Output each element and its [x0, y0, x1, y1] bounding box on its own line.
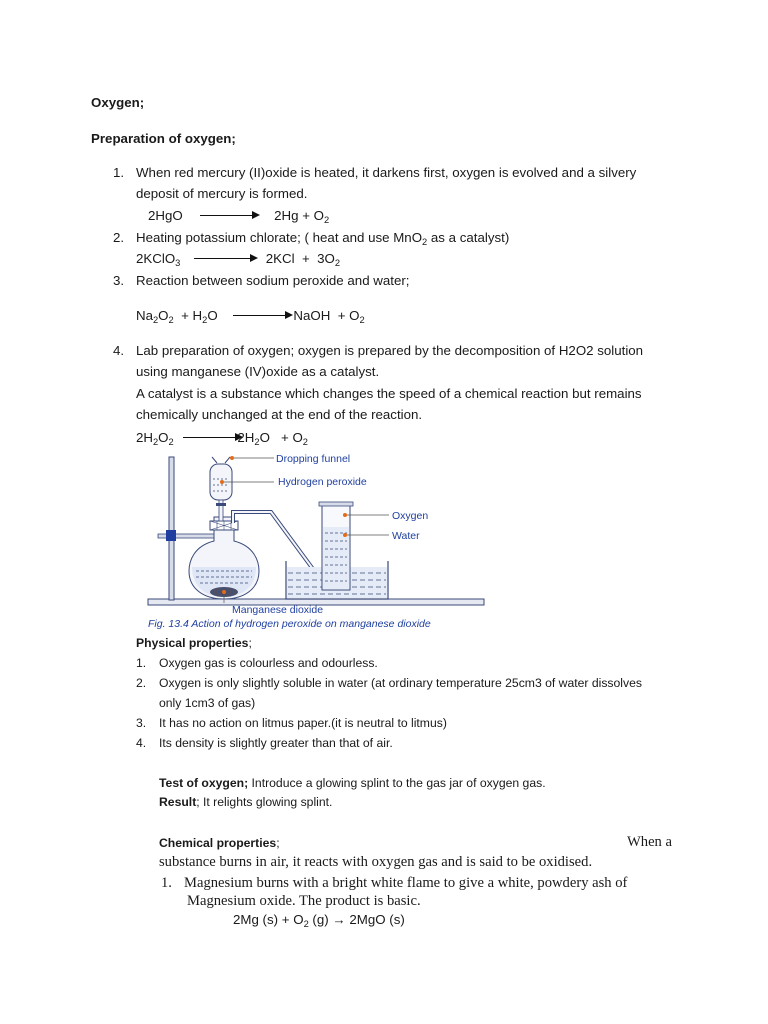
- heading-punct: ;: [248, 636, 252, 650]
- list-number: 4.: [113, 343, 125, 358]
- list-item-text: Lab preparation of oxygen; oxygen is prepared by the decomposition of H2O2 solution: [136, 343, 644, 358]
- test-text: Introduce a glowing splint to the gas jar of oxygen gas.: [248, 776, 546, 790]
- list-item-text: When red mercury (II)oxide is heated, it darkens first, oxygen is evolved and a silvery: [136, 165, 637, 180]
- label-oxygen: Oxygen: [392, 510, 429, 522]
- list-number: 3.: [136, 716, 147, 730]
- heading-punct: ;: [276, 836, 280, 850]
- leader-dot: [343, 513, 347, 517]
- equation-potassium-chlorate: 2KClO$_3$ $2KCl + 3O_2$: [136, 251, 341, 268]
- result-text: ; It relights glowing splint.: [196, 795, 333, 809]
- heading-text: Physical properties: [136, 636, 249, 650]
- list-number: 3.: [113, 273, 125, 288]
- heading-text: Chemical properties: [159, 836, 277, 850]
- section-heading-chemical: [159, 836, 280, 850]
- apparatus-diagram: [136, 449, 492, 632]
- section-heading-physical: [136, 636, 252, 650]
- list-item-text: Heating potassium chlorate; ( heat and use MnO$_2$ as a catalyst): [136, 230, 510, 247]
- list-item-text: It has no action on litmus paper.(it is neutral to litmus): [159, 716, 447, 730]
- list-number: 2.: [136, 676, 147, 690]
- list-number: 1.: [113, 165, 125, 180]
- list-number: 1.: [161, 875, 172, 891]
- list-item-text: Reaction between sodium peroxide and water;: [136, 273, 410, 288]
- test-label: Test of oxygen;: [159, 776, 249, 790]
- leader-dot: [220, 480, 224, 484]
- chemical-intro-line: substance burns in air, it reacts with oxygen gas and is said to be oxidised.: [159, 854, 593, 870]
- result-label: Result: [159, 795, 197, 809]
- list-item-text-part: as a catalyst): [427, 230, 510, 245]
- test-of-oxygen: [159, 776, 546, 790]
- leader-dot: [230, 456, 234, 460]
- clamp-boss: [166, 530, 176, 541]
- gas-jar-rim: [319, 502, 353, 506]
- chemical-intro-start: When a: [627, 834, 672, 850]
- label-water: Water: [392, 530, 420, 542]
- funnel-top: [212, 457, 230, 463]
- document-title: Oxygen;: [91, 95, 145, 110]
- equation-hydrogen-peroxide: $2H_2O_2$ $2H_2O + O_2$: [136, 430, 308, 447]
- list-item-text: Oxygen is only slightly soluble in water (at ordinary temperature 25cm3 of water dissolves: [159, 676, 642, 690]
- list-number: 4.: [136, 736, 147, 750]
- list-item-text: Oxygen gas is colourless and odourless.: [159, 656, 378, 670]
- list-number: 2.: [113, 230, 125, 245]
- equation-mercury-oxide: 2HgO $2Hg + O_2$: [148, 208, 330, 225]
- figure-caption: Fig. 13.4 Action of hydrogen peroxide on manganese dioxide: [148, 618, 431, 630]
- list-item-text: Magnesium burns with a bright white flame to give a white, powdery ash of: [184, 875, 628, 891]
- test-result: [159, 795, 332, 809]
- retort-stand: [169, 457, 174, 600]
- label-dropping-funnel: Dropping funnel: [276, 453, 351, 465]
- list-item-text: Its density is slightly greater than that of air.: [159, 736, 393, 750]
- equation-magnesium: 2Mg $(s) + O_2$ (g) → 2MgO (s): [233, 912, 405, 929]
- leader-dot: [343, 533, 347, 537]
- list-item-text: deposit of mercury is formed.: [136, 186, 308, 201]
- list-item-text: A catalyst is a substance which changes the speed of a chemical reaction but remains: [136, 386, 642, 401]
- label-manganese-dioxide: Manganese dioxide: [232, 604, 324, 616]
- list-item-text: Magnesium oxide. The product is basic.: [187, 893, 421, 909]
- list-item-text: using manganese (IV)oxide as a catalyst.: [136, 364, 380, 379]
- label-hydrogen-peroxide: Hydrogen peroxide: [278, 476, 367, 488]
- section-heading-preparation: Preparation of oxygen;: [91, 131, 236, 146]
- funnel-tap: [216, 503, 226, 506]
- list-number: 1.: [136, 656, 147, 670]
- leader-dot: [222, 590, 226, 594]
- equation-sodium-peroxide: $Na_2O_2 + H_2O$ NaOH + $O_2$: [136, 308, 365, 325]
- list-item-text: only 1cm3 of gas): [159, 696, 256, 710]
- list-item-text-part: Heating potassium chlorate; ( heat and use MnO: [136, 230, 423, 245]
- list-item-text: chemically unchanged at the end of the reaction.: [136, 407, 423, 422]
